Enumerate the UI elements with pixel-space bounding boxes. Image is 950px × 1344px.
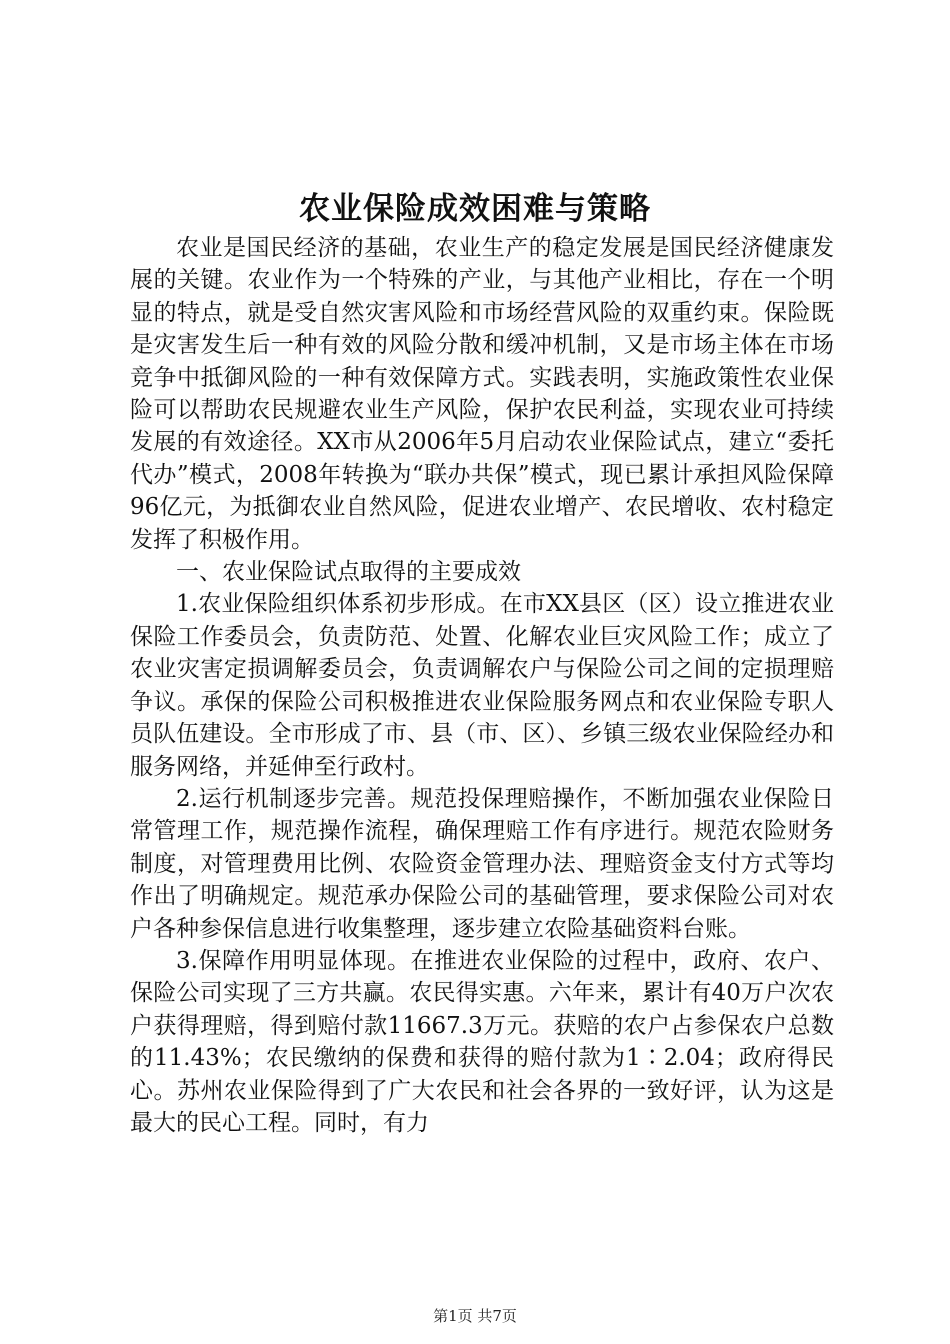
intro-paragraph: 农业是国民经济的基础，农业生产的稳定发展是国民经济健康发展的关键。农业作为一个特殊的产业，与其他产业相比，存在一个明显的特点，就是受自然灾害风险和市场经营风险的双重约束。保险既是灾害发生后一种有效的风险分散和缓冲机制，又是市场主体在市场竞争中抵御风险的一种有效保障方式。实践表明，实施政策性农业保险可以帮助农民规避农业生产风险，保护农民利益，实现农业可持续发展的有效途径。XX市从2006年5月启动农业保险试点，建立“委托代办”模式，2008年转换为“联办共保”模式，现已累计承担风险保障96亿元，为抵御农业自然风险，促进农业增产、农民增收、农村稳定发挥了积极作用。: [130, 235, 834, 553]
paragraph-item-3: 3.保障作用明显体现。在推进农业保险的过程中，政府、农户、保险公司实现了三方共赢。农民得实惠。六年来，累计有40万户次农户获得理赔，得到赔付款11667.3万元。获赔的农户占参保农户总数的11.43%；农民缴纳的保费和获得的赔付款为1∶2.04；政府得民心。苏州农业保险得到了广大农民和社会各界的一致好评，认为这是最大的民心工程。同时，有力: [130, 947, 834, 1136]
document-title: 农业保险成效困难与策略: [299, 191, 651, 227]
section-heading-1: 一、农业保险试点取得的主要成效: [176, 559, 521, 586]
document-body: [130, 232, 834, 1139]
paragraph-item-1: 1.农业保险组织体系初步形成。在市XX县区（区）设立推进农业保险工作委员会，负责防范、处置、化解农业巨灾风险工作；成立了农业灾害定损调解委员会，负责调解农户与保险公司之间的定损理赔争议。承保的保险公司积极推进农业保险服务网点和农业保险专职人员队伍建设。全市形成了市、县（市、区）、乡镇三级农业保险经办和服务网络，并延伸至行政村。: [130, 591, 834, 780]
page-footer: 第1页 共7页: [433, 1307, 517, 1325]
paragraph-item-2: 2.运行机制逐步完善。规范投保理赔操作，不断加强农业保险日常管理工作，规范操作流程，确保理赔工作有序进行。规范农险财务制度，对管理费用比例、农险资金管理办法、理赔资金支付方式等均作出了明确规定。规范承办保险公司的基础管理，要求保险公司对农户各种参保信息进行收集整理，逐步建立农险基础资料台账。: [130, 785, 834, 942]
